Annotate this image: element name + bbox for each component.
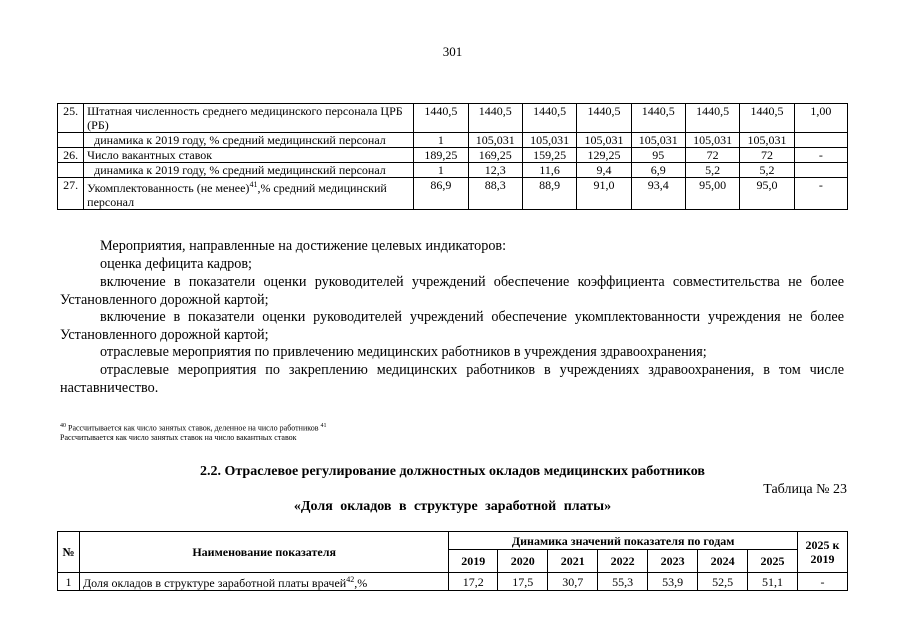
cell-value: 1440,5 bbox=[577, 104, 631, 133]
header-num: № bbox=[58, 532, 80, 573]
header-year: 2024 bbox=[698, 550, 748, 573]
footnote-ref: 42 bbox=[346, 575, 355, 584]
paragraph: включение в показатели оценки руководителей учреждений обеспечение коэффициента совместительства не более Установленного дорожной картой; bbox=[60, 274, 844, 308]
cell-value: 5,2 bbox=[685, 163, 739, 178]
cell-value: 105,031 bbox=[577, 133, 631, 148]
label-text: ,% bbox=[354, 576, 368, 590]
row-number: 26. bbox=[58, 148, 84, 163]
salary-share-table bbox=[57, 531, 848, 591]
row-label: Штатная численность среднего медицинского персонала ЦРБ (РБ) bbox=[84, 104, 414, 133]
header-year: 2025 bbox=[748, 550, 798, 573]
header-name: Наименование показателя bbox=[79, 532, 448, 573]
cell-value: 1440,5 bbox=[685, 104, 739, 133]
cell-value: 169,25 bbox=[468, 148, 522, 163]
header-year: 2019 bbox=[449, 550, 498, 573]
paragraph: включение в показатели оценки руководителей учреждений обеспечение укомплектованности учреждения не более Установленного дорожной картой; bbox=[60, 309, 844, 343]
section-title: 2.2. Отраслевое регулирование должностных окладов медицинских работников bbox=[199, 464, 705, 479]
table-header-row bbox=[58, 532, 848, 550]
footnote-mark: 40 bbox=[60, 423, 66, 429]
cell-value: 1 bbox=[414, 163, 468, 178]
cell-value: 105,031 bbox=[631, 133, 685, 148]
cell-value: 72 bbox=[740, 148, 794, 163]
header-ratio: 2025 к 2019 bbox=[798, 532, 848, 573]
cell-value: 159,25 bbox=[522, 148, 576, 163]
cell-value: 12,3 bbox=[468, 163, 522, 178]
row-number: 27. bbox=[58, 178, 84, 210]
cell-value: 72 bbox=[685, 148, 739, 163]
cell-value: 105,031 bbox=[522, 133, 576, 148]
cell-value: - bbox=[794, 178, 847, 210]
paragraph: отраслевые мероприятия по закреплению медицинских работников в учреждениях здравоохранения, в том числе наставничество. bbox=[60, 362, 844, 396]
cell-value: 55,3 bbox=[598, 573, 648, 591]
header-year: 2020 bbox=[498, 550, 548, 573]
cell-value: 53,9 bbox=[648, 573, 698, 591]
cell-value: 1 bbox=[414, 133, 468, 148]
row-label bbox=[84, 178, 414, 210]
cell-value: 30,7 bbox=[548, 573, 598, 591]
paragraph: оценка дефицита кадров; bbox=[100, 256, 252, 272]
cell-value: 105,031 bbox=[740, 133, 794, 148]
cell-value: 93,4 bbox=[631, 178, 685, 210]
row-number bbox=[58, 163, 84, 178]
cell-value: - bbox=[798, 573, 848, 591]
paragraph: отраслевые мероприятия по привлечению медицинских работников в учреждения здравоохранения; bbox=[100, 344, 707, 360]
footnote-text: Рассчитывается как число занятых ставок, деленное на число работников bbox=[68, 423, 319, 433]
cell-value: 91,0 bbox=[577, 178, 631, 210]
page-number: 301 bbox=[442, 44, 463, 59]
table-row bbox=[58, 178, 848, 210]
table-row bbox=[58, 148, 848, 163]
cell-value: 129,25 bbox=[577, 148, 631, 163]
footnote-ref: 41 bbox=[249, 180, 258, 189]
footnote-text: Рассчитывается как число занятых ставок на число вакантных ставок bbox=[60, 433, 297, 443]
cell-value: 86,9 bbox=[414, 178, 468, 210]
cell-value: 1440,5 bbox=[522, 104, 576, 133]
cell-value: 105,031 bbox=[468, 133, 522, 148]
cell-value: 95 bbox=[631, 148, 685, 163]
row-label: Число вакантных ставок bbox=[84, 148, 414, 163]
cell-value: 11,6 bbox=[522, 163, 576, 178]
label-text: Укомплектованность (не менее) bbox=[87, 181, 250, 195]
table-row bbox=[58, 133, 848, 148]
cell-value: 17,2 bbox=[449, 573, 498, 591]
header-year: 2022 bbox=[598, 550, 648, 573]
footnotes bbox=[60, 422, 350, 443]
cell-value: 51,1 bbox=[748, 573, 798, 591]
row-label bbox=[79, 573, 448, 591]
cell-value bbox=[794, 133, 847, 148]
header-year: 2021 bbox=[548, 550, 598, 573]
row-number: 1 bbox=[58, 573, 80, 591]
cell-value: 1,00 bbox=[794, 104, 847, 133]
cell-value bbox=[794, 163, 847, 178]
cell-value: 1440,5 bbox=[740, 104, 794, 133]
label-text: Доля окладов в структуре заработной платы врачей bbox=[82, 576, 347, 590]
cell-value: 95,0 bbox=[740, 178, 794, 210]
header-year: 2023 bbox=[648, 550, 698, 573]
cell-value: 17,5 bbox=[498, 573, 548, 591]
cell-value: 88,3 bbox=[468, 178, 522, 210]
indicators-table-continued bbox=[57, 103, 848, 210]
cell-value: 88,9 bbox=[522, 178, 576, 210]
cell-value: 52,5 bbox=[698, 573, 748, 591]
table-number: Таблица № 23 bbox=[763, 482, 847, 497]
cell-value: 1440,5 bbox=[414, 104, 468, 133]
table-row bbox=[58, 573, 848, 591]
cell-value: 1440,5 bbox=[468, 104, 522, 133]
cell-value: 105,031 bbox=[685, 133, 739, 148]
cell-value: 95,00 bbox=[685, 178, 739, 210]
cell-value: 5,2 bbox=[740, 163, 794, 178]
row-number: 25. bbox=[58, 104, 84, 133]
table-row bbox=[58, 104, 848, 133]
cell-value: - bbox=[794, 148, 847, 163]
label-text: ,% средний медицинский персонал bbox=[87, 181, 387, 209]
paragraph: Мероприятия, направленные на достижение целевых индикаторов: bbox=[100, 238, 507, 254]
header-dynamics: Динамика значений показателя по годам bbox=[449, 532, 798, 550]
table-title: «Доля окладов в структуре заработной платы» bbox=[293, 499, 612, 514]
cell-value: 6,9 bbox=[631, 163, 685, 178]
row-label: динамика к 2019 году, % средний медицинский персонал bbox=[84, 163, 414, 178]
cell-value: 1440,5 bbox=[631, 104, 685, 133]
footnote-mark: 41 bbox=[320, 423, 327, 429]
row-label: динамика к 2019 году, % средний медицинский персонал bbox=[84, 133, 414, 148]
table-row bbox=[58, 163, 848, 178]
cell-value: 189,25 bbox=[414, 148, 468, 163]
row-number bbox=[58, 133, 84, 148]
cell-value: 9,4 bbox=[577, 163, 631, 178]
